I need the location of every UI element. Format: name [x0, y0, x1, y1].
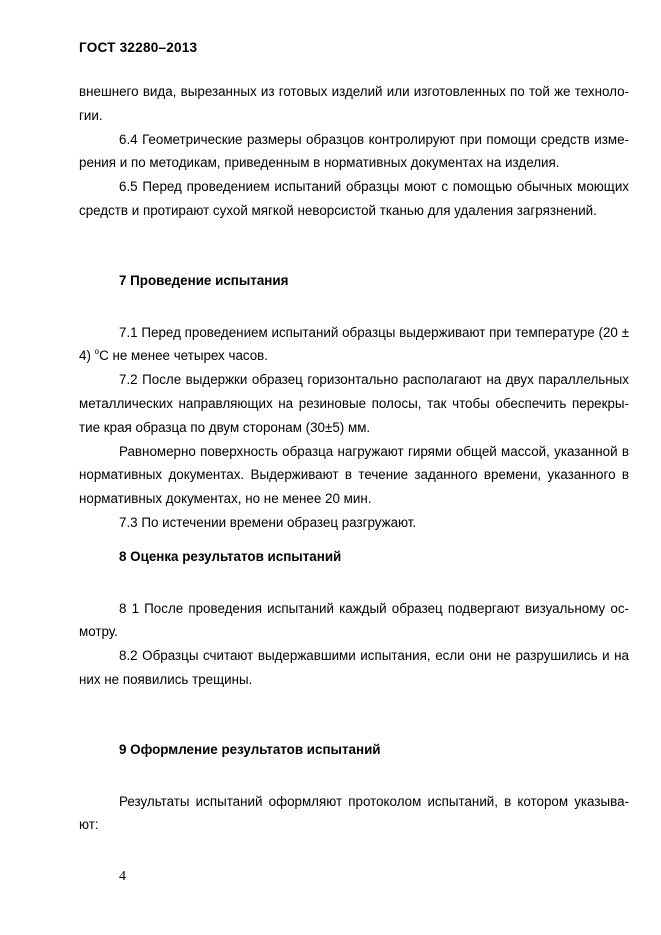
paragraph-6-5: 6.5 Перед проведением испытаний образцы моют с помощью обычных моющих средств и протирают сухой мягкой неворсистой тканью для удаления загрязнений.: [79, 179, 629, 218]
spacer: [79, 293, 629, 321]
paragraph-8-2: 8.2 Образцы считают выдержавшими испытания, если они не разрушились и на них не появились трещины.: [79, 648, 629, 687]
paragraph-7-2-continued: Равномерно поверхность образца нагружают гирями общей массой, указанной в нормативных документах. Выдерживают в течение заданного времени, указанного в нормативных документах, но не менее 20 мин.: [79, 443, 629, 507]
paragraph-7-1-text-b: С не менее четырех часов.: [99, 348, 269, 364]
paragraph-8-1: 8 1 После проведения испытаний каждый образец подвергают визуальному ос-мотру.: [79, 600, 629, 640]
section-heading-9: 9 Оформление результатов испытаний: [119, 741, 381, 757]
paragraph-6-4: 6.4 Геометрические размеры образцов контролируют при помощи средств изме-рения и по методикам, приведенным в нормативных документах на изделия.: [79, 131, 629, 171]
paragraph-7-1: [79, 321, 629, 369]
section-heading-7: 7 Проведение испытания: [119, 272, 289, 288]
spacer: [79, 762, 629, 790]
spacer: [79, 692, 629, 738]
page-number: 4: [119, 869, 126, 884]
paragraph-7-3: 7.3 По истечении времени образец разгружают.: [119, 514, 417, 530]
paragraph-9: Результаты испытаний оформляют протоколом испытаний, в котором указыва-ют:: [79, 793, 629, 833]
document-header: ГОСТ 32280–2013: [79, 40, 198, 55]
spacer: [79, 569, 629, 597]
spacer: [79, 535, 629, 545]
section-heading-8: 8 Оценка результатов испытаний: [119, 548, 342, 564]
degree-superscript: о: [94, 347, 100, 357]
document-body: [79, 80, 629, 837]
paragraph-7-2: 7.2 После выдержки образец горизонтально располагают на двух параллельных металлических направляющих на резиновые полосы, так чтобы обеспечить перекры-тие края образца по двум сторонам (30±5) мм.: [79, 372, 629, 435]
spacer: [79, 223, 629, 269]
paragraph-continuation: внешнего вида, вырезанных из готовых изделий или изготовленных по той же техноло-гии.: [79, 84, 629, 123]
paragraph-7-1-text-a: 7.1 Перед проведением испытаний образцы выдерживают при температуре (20 ± 4): [79, 324, 629, 364]
